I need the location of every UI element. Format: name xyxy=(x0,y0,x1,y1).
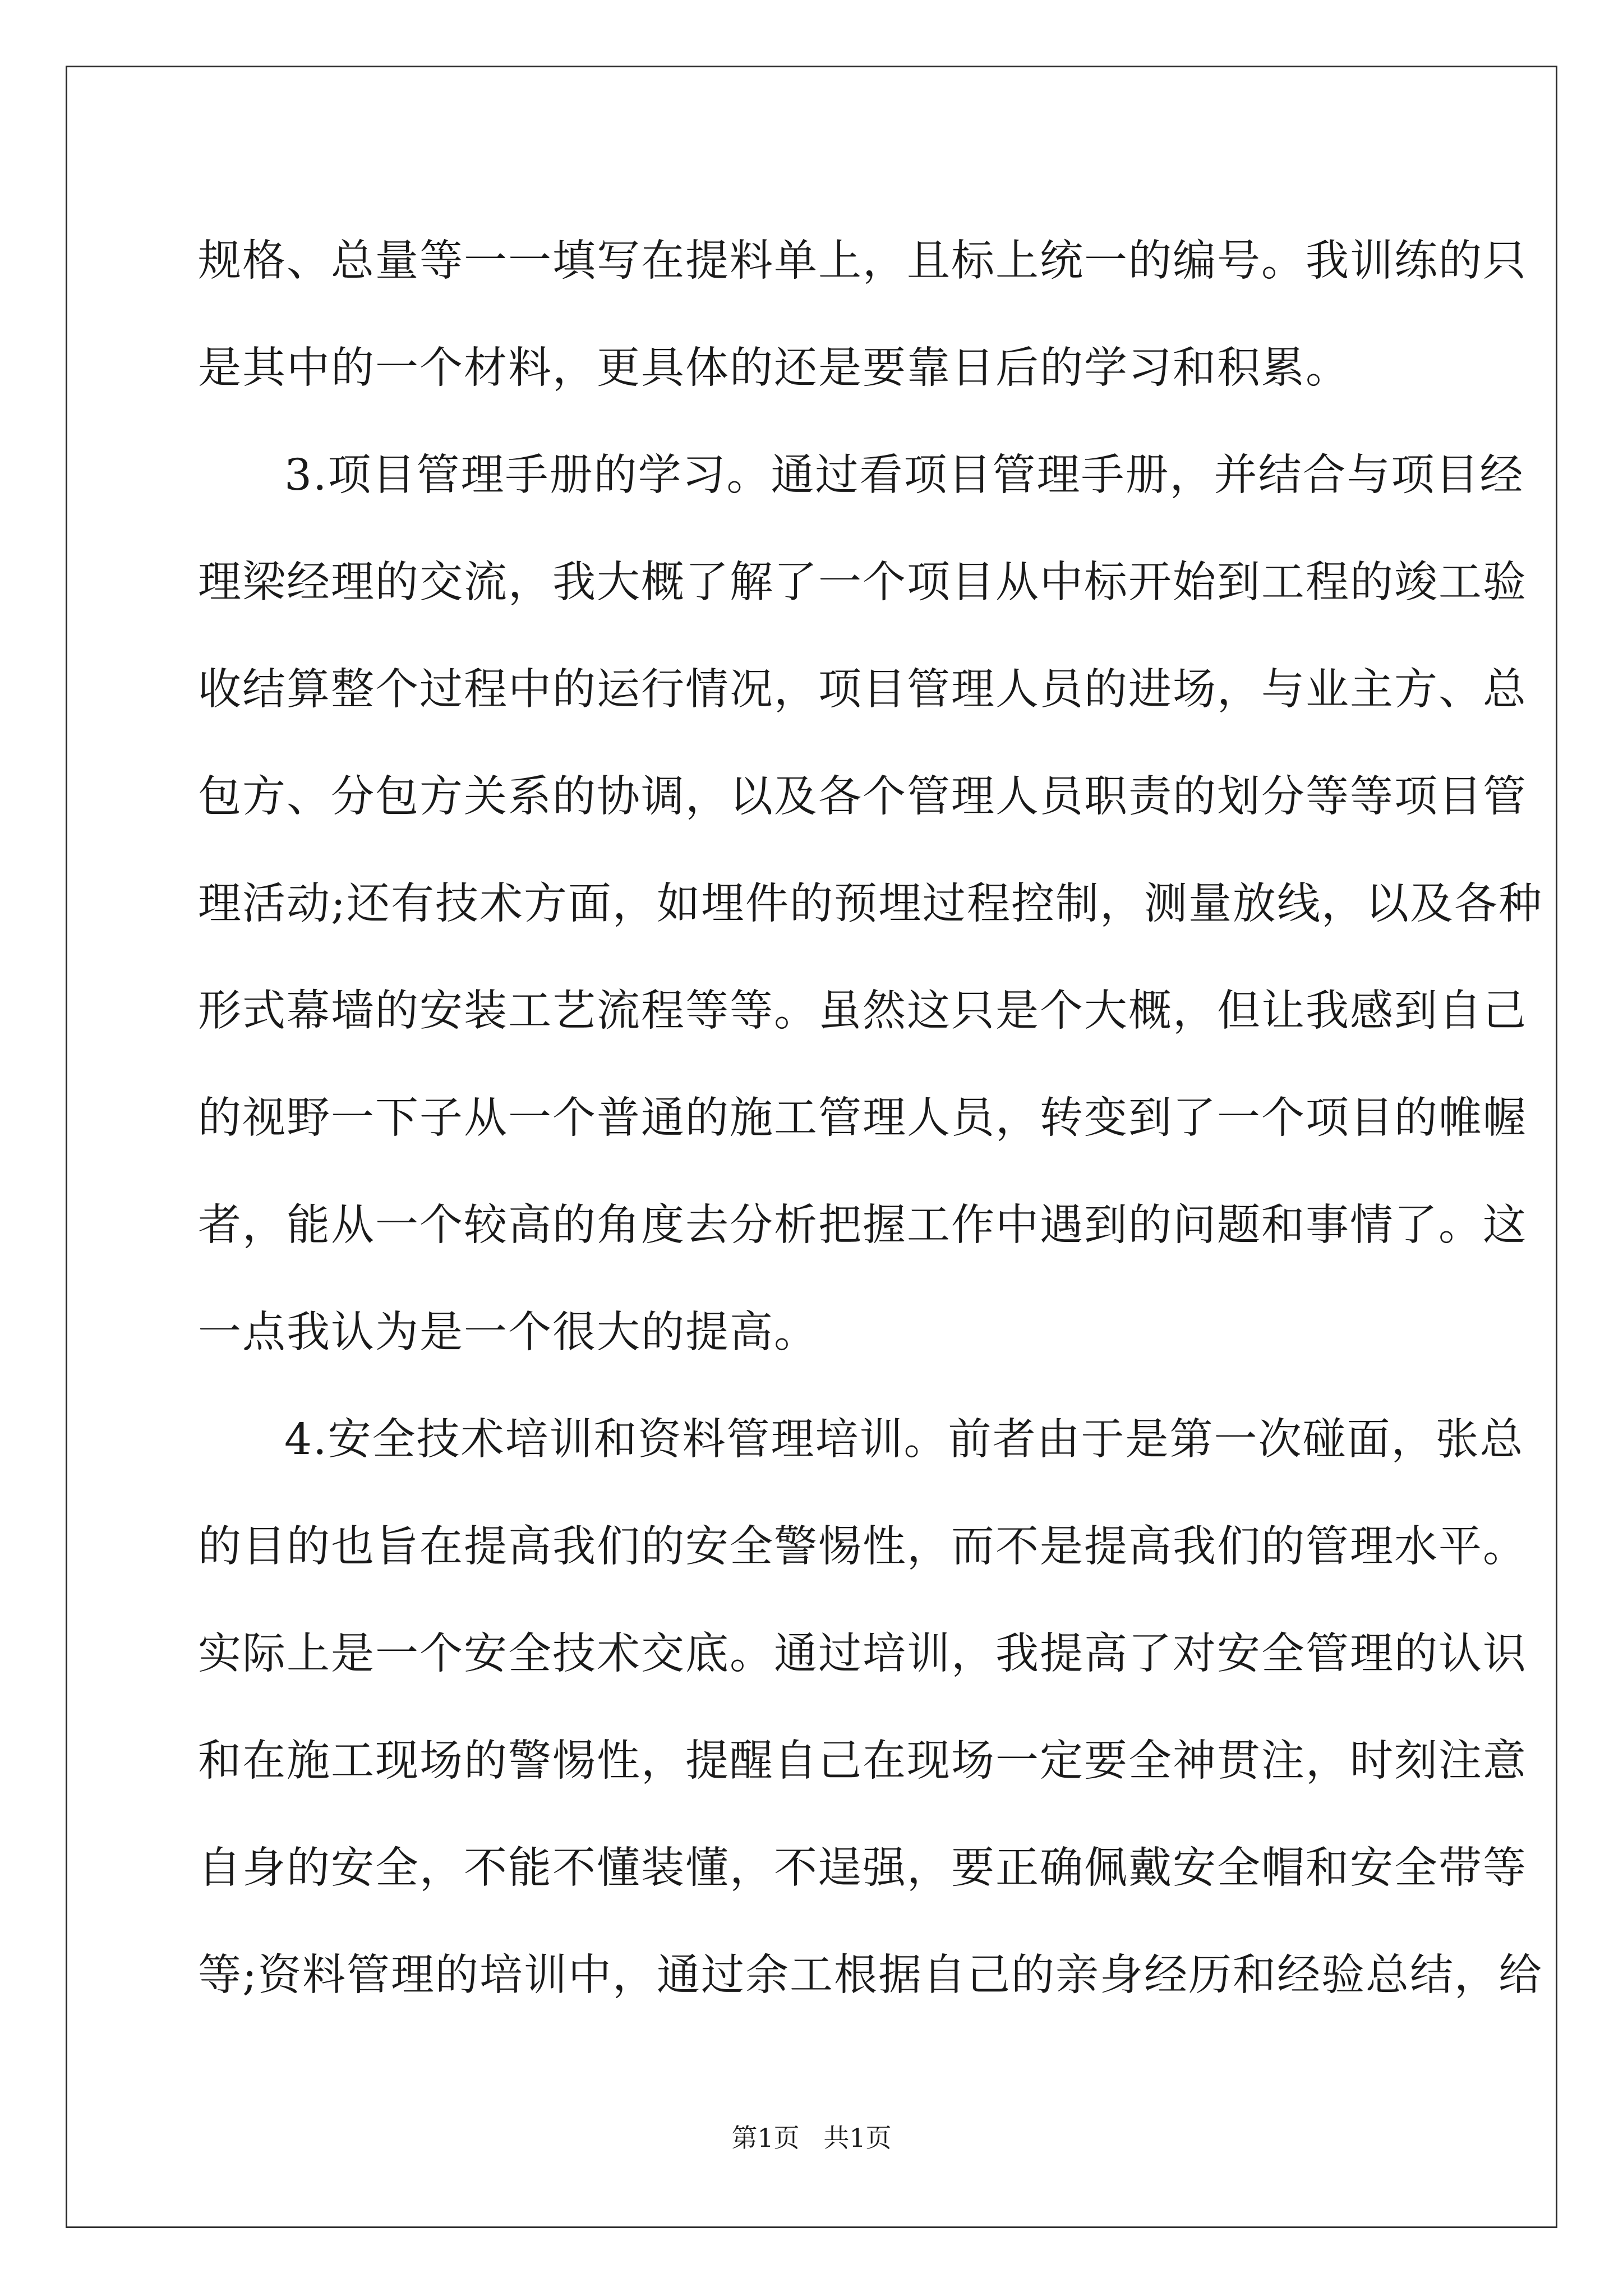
page-total: 共1页 xyxy=(823,2123,892,2153)
text-line: 一点我认为是一个很大的提高。 xyxy=(198,1308,818,1358)
text-line: 收结算整个过程中的运行情况，项目管理人员的进场，与业主方、总 xyxy=(198,665,1527,715)
text-line: 等;资料管理的培训中，通过余工根据自己的亲身经历和经验总结，给 xyxy=(198,1950,1543,2000)
text-line: 包方、分包方关系的协调，以及各个管理人员职责的划分等等项目管 xyxy=(198,772,1527,822)
page-footer xyxy=(0,2118,1623,2155)
text-line: 是其中的一个材料，更具体的还是要靠日后的学习和积累。 xyxy=(198,343,1350,393)
text-line: 规格、总量等一一填写在提料单上，且标上统一的编号。我训练的只 xyxy=(198,236,1527,286)
text-line: 3.项目管理手册的学习。通过看项目管理手册，并结合与项目经 xyxy=(284,450,1524,500)
text-line: 理梁经理的交流，我大概了解了一个项目从中标开始到工程的竣工验 xyxy=(198,558,1527,608)
text-line: 4.安全技术培训和资料管理培训。前者由于是第一次碰面，张总 xyxy=(284,1415,1524,1465)
text-line: 的目的也旨在提高我们的安全警惕性，而不是提高我们的管理水平。 xyxy=(198,1522,1527,1572)
paragraph xyxy=(198,1386,1543,2029)
text-line: 自身的安全，不能不懂装懂，不逞强，要正确佩戴安全帽和安全带等 xyxy=(198,1843,1527,1893)
paragraph xyxy=(198,208,1527,422)
paragraph xyxy=(198,422,1543,1386)
text-line: 实际上是一个安全技术交底。通过培训，我提高了对安全管理的认识 xyxy=(198,1629,1527,1679)
text-line: 和在施工现场的警惕性，提醒自己在现场一定要全神贯注，时刻注意 xyxy=(198,1736,1527,1786)
page-number: 第1页 xyxy=(731,2123,800,2153)
document-body xyxy=(198,208,1543,2029)
text-line: 的视野一下子从一个普通的施工管理人员，转变到了一个项目的帷幄 xyxy=(198,1093,1527,1143)
text-line: 理活动;还有技术方面，如埋件的预埋过程控制，测量放线，以及各种 xyxy=(198,879,1543,929)
text-line: 形式幕墙的安装工艺流程等等。虽然这只是个大概，但让我感到自己 xyxy=(198,986,1527,1036)
text-line: 者，能从一个较高的角度去分析把握工作中遇到的问题和事情了。这 xyxy=(198,1200,1527,1250)
